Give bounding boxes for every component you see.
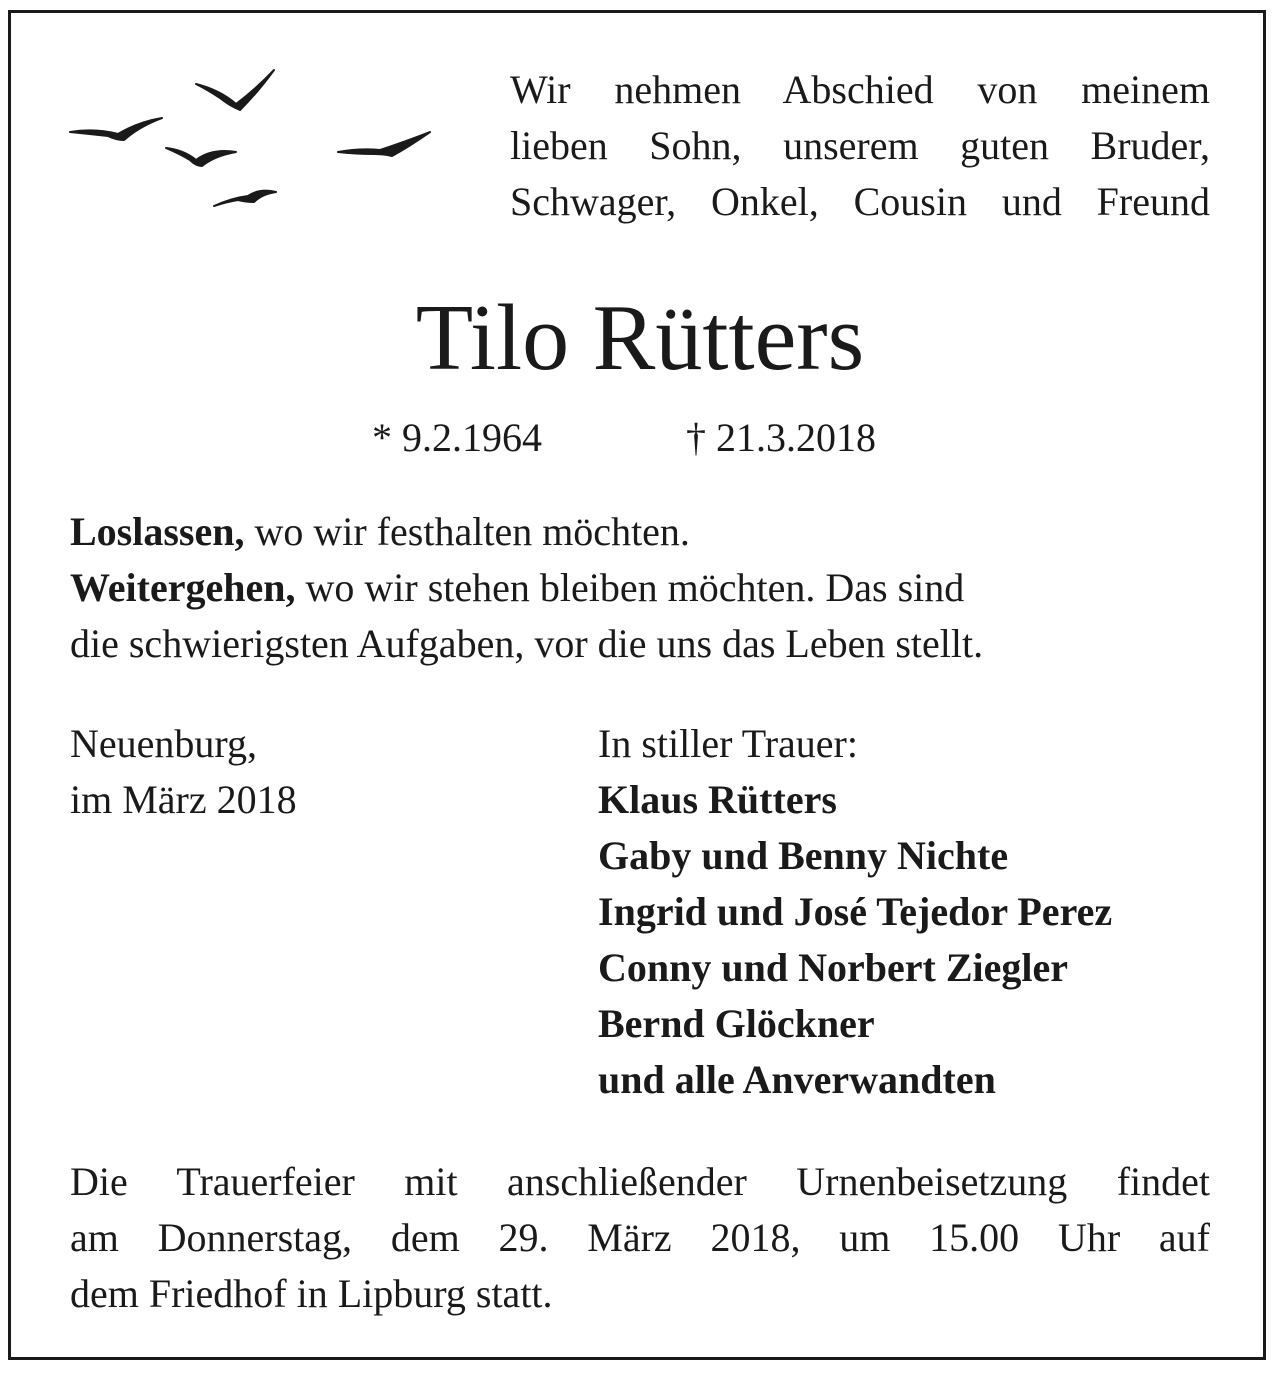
service-line: dem Friedhof in Lipburg statt. [70, 1271, 553, 1316]
quote-text: wo wir stehen bleiben möchten. Das sind [295, 565, 965, 610]
mourner-name: und alle Anverwandten [598, 1057, 996, 1102]
bird-icon [166, 148, 236, 166]
mourners-list [598, 716, 1112, 1108]
mourner-name: Ingrid und José Tejedor Perez [598, 889, 1113, 934]
place-and-date [70, 716, 297, 828]
death-date: † 21.3.2018 [686, 415, 876, 460]
bird-icon [338, 132, 430, 156]
intro-text [510, 62, 1210, 230]
intro-line: lieben Sohn, unserem guten Bruder, [510, 123, 1210, 168]
mourner-name: Conny und Norbert Ziegler [598, 945, 1068, 990]
birth-date: * 9.2.1964 [372, 415, 542, 460]
quote-line [70, 560, 983, 616]
bird-icon [196, 70, 274, 110]
flying-birds-illustration [60, 60, 450, 220]
service-line: am Donnerstag, dem 29. März 2018, um 15.00 Uhr auf [70, 1215, 1210, 1260]
mourner-name: Klaus Rütters [598, 777, 837, 822]
mourner-name: Bernd Glöckner [598, 1001, 875, 1046]
bird-icon [214, 191, 276, 206]
quote-emphasis: Weitergehen, [70, 565, 296, 610]
mourners-heading: In stiller Trauer: [598, 721, 858, 766]
service-announcement [70, 1154, 1210, 1322]
quote-line [70, 504, 983, 560]
place-city: Neuenburg, [70, 721, 257, 766]
quote-emphasis: Loslassen, [70, 509, 245, 554]
intro-line: Schwager, Onkel, Cousin und Freund [510, 179, 1210, 224]
quote-line: die schwierigsten Aufgaben, vor die uns das Leben stellt. [70, 621, 984, 666]
quote [70, 504, 983, 672]
mourner-name: Gaby und Benny Nichte [598, 833, 1009, 878]
deceased-name: Tilo Rütters [415, 286, 865, 390]
place-date: im März 2018 [70, 777, 297, 822]
bird-icon [70, 118, 162, 140]
quote-text: wo wir festhalten möchten. [244, 509, 690, 554]
service-line: Die Trauerfeier mit anschließender Urnenbeisetzung findet [70, 1159, 1210, 1204]
intro-line: Wir nehmen Abschied von meinem [510, 67, 1210, 112]
